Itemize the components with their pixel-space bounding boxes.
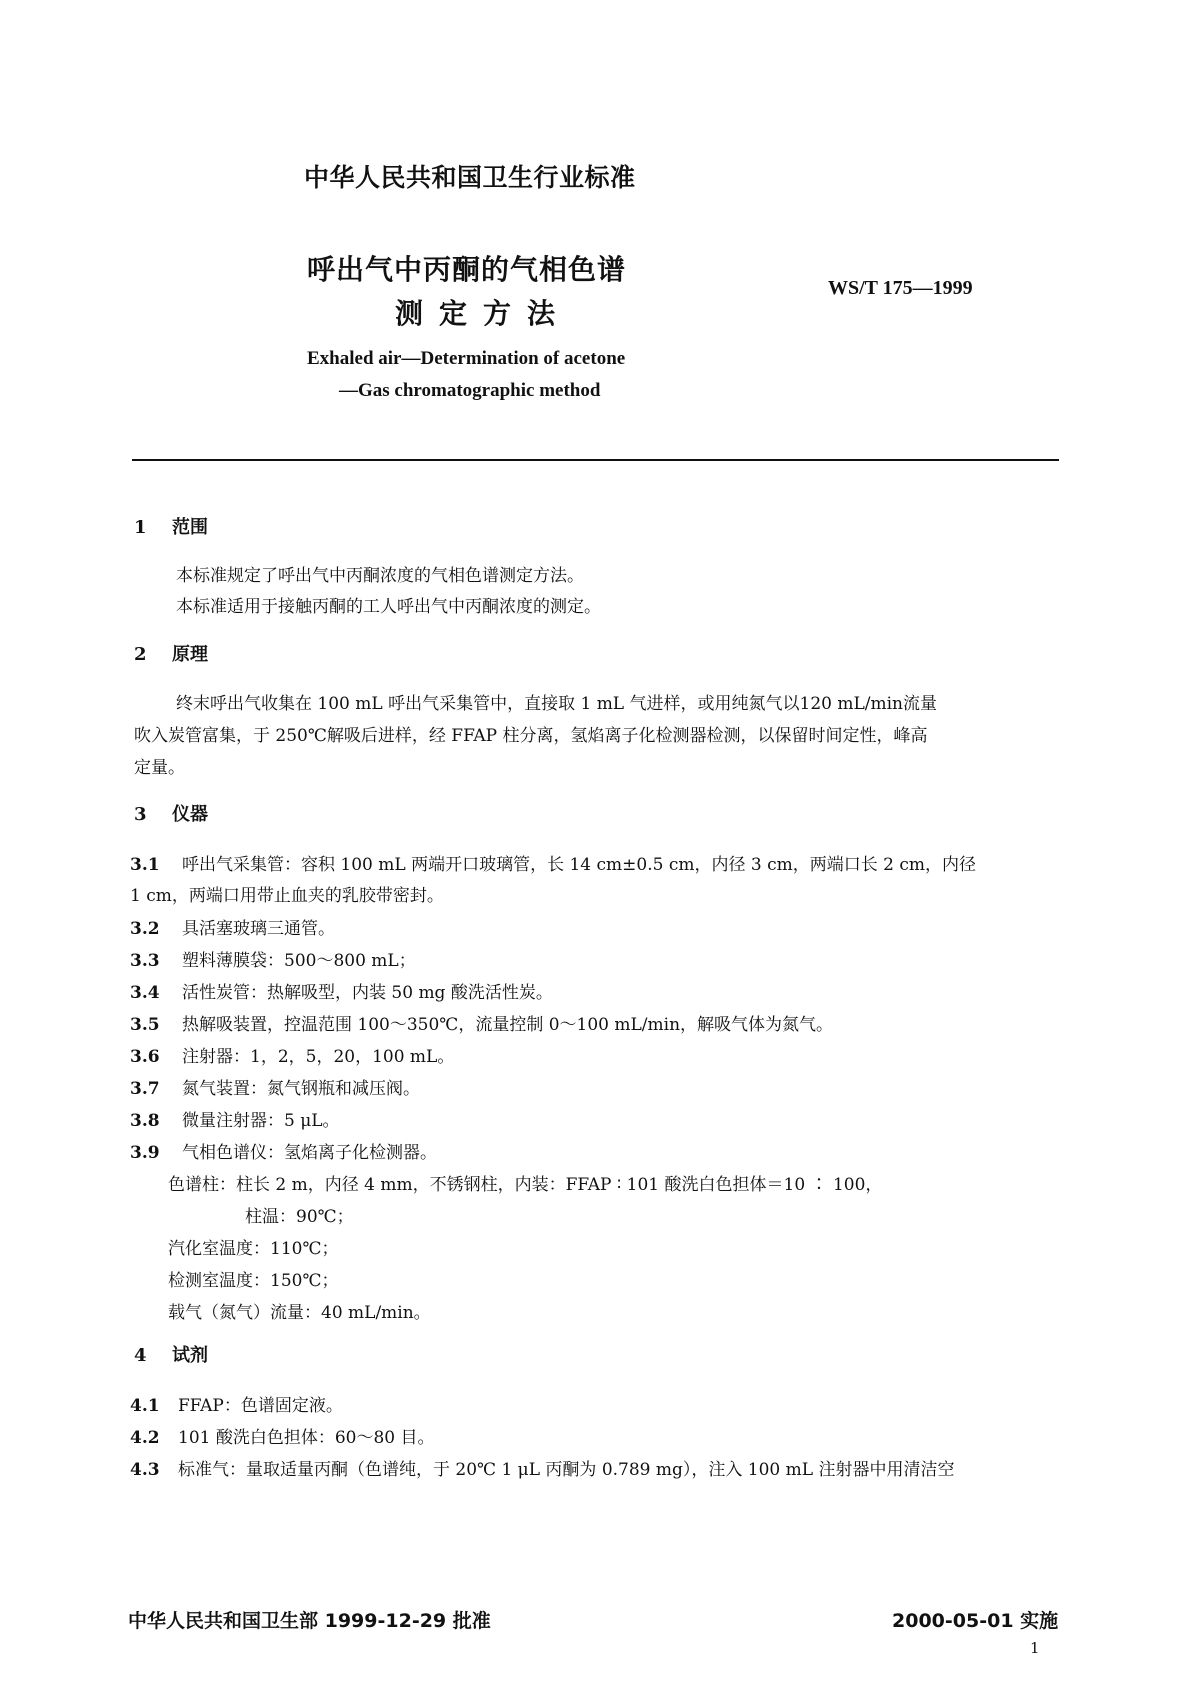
item-number: 3.3 — [130, 951, 160, 971]
gc-condition-column-temp: 柱温：90℃； — [245, 1207, 354, 1227]
item-text: 微量注射器：5 μL。 — [182, 1111, 340, 1131]
standard-category: 中华人民共和国卫生行业标准 — [304, 163, 636, 192]
section-title: 原理 — [172, 644, 208, 665]
page-number: 1 — [1030, 1639, 1040, 1657]
item-number: 3.6 — [130, 1047, 160, 1067]
english-title-line1: Exhaled air—Determination of acetone — [307, 348, 626, 369]
list-item — [130, 850, 976, 875]
item-number: 3.7 — [130, 1079, 160, 1099]
list-item — [130, 1106, 340, 1131]
paragraph: 本标准适用于接触丙酮的工人呼出气中丙酮浓度的测定。 — [176, 597, 601, 617]
document-title-line2: 测定方法 — [395, 297, 572, 330]
gc-condition-vaporizer: 汽化室温度：110℃； — [168, 1239, 339, 1259]
item-text: 氮气装置：氮气钢瓶和减压阀。 — [182, 1079, 420, 1099]
english-title-line2: —Gas chromatographic method — [339, 380, 601, 401]
item-text: 具活塞玻璃三通管。 — [182, 919, 335, 939]
section-number: 4 — [134, 1345, 147, 1366]
list-item-continuation: 1 cm，两端口用带止血夹的乳胶带密封。 — [130, 886, 444, 906]
document-title-line1: 呼出气中丙酮的气相色谱 — [307, 253, 627, 286]
list-item — [130, 1391, 343, 1416]
list-item — [130, 914, 335, 939]
paragraph: 本标准规定了呼出气中丙酮浓度的气相色谱测定方法。 — [176, 566, 584, 586]
section-2-heading — [134, 640, 208, 666]
paragraph-line: 吹入炭管富集，于 250℃解吸后进样，经 FFAP 柱分离，氢焰离子化检测器检测，以保留时间定性，峰高 — [134, 726, 928, 746]
item-text: 热解吸装置，控温范围 100～350℃，流量控制 0～100 mL/min，解吸气体为氮气。 — [182, 1015, 834, 1035]
section-number: 3 — [134, 804, 147, 825]
item-number: 4.1 — [130, 1396, 160, 1416]
list-item — [130, 1010, 833, 1035]
item-text: 101 酸洗白色担体：60～80 目。 — [178, 1428, 435, 1448]
section-number: 1 — [134, 517, 147, 538]
header-divider — [132, 459, 1059, 461]
list-item — [130, 1074, 420, 1099]
standard-number: WS/T 175—1999 — [828, 277, 973, 299]
paragraph-line: 定量。 — [134, 758, 185, 778]
section-3-heading — [134, 800, 208, 826]
list-item — [130, 946, 416, 971]
item-number: 3.2 — [130, 919, 160, 939]
item-text: FFAP：色谱固定液。 — [178, 1396, 343, 1416]
gc-condition-carrier-gas: 载气（氮气）流量：40 mL/min。 — [168, 1303, 431, 1323]
list-item — [130, 978, 553, 1003]
list-item — [130, 1423, 435, 1448]
list-item — [130, 1138, 437, 1163]
section-number: 2 — [134, 644, 147, 665]
gc-condition-detector: 检测室温度：150℃； — [168, 1271, 339, 1291]
item-text: 气相色谱仪：氢焰离子化检测器。 — [182, 1143, 437, 1163]
section-1-heading — [134, 513, 208, 539]
item-text: 活性炭管：热解吸型，内装 50 mg 酸洗活性炭。 — [182, 983, 553, 1003]
list-item — [130, 1042, 454, 1067]
item-number: 3.8 — [130, 1111, 160, 1131]
section-title: 仪器 — [172, 804, 208, 825]
item-text: 呼出气采集管：容积 100 mL 两端开口玻璃管，长 14 cm±0.5 cm，内径 3 cm，两端口长 2 cm，内径 — [182, 855, 977, 875]
section-title: 范围 — [172, 517, 208, 538]
item-number: 3.5 — [130, 1015, 160, 1035]
gc-condition-column: 色谱柱：柱长 2 m，内径 4 mm，不锈钢柱，内装：FFAP ∶ 101 酸洗白色担体＝10 ∶ 100， — [168, 1175, 883, 1195]
section-4-heading — [134, 1341, 208, 1367]
paragraph-line: 终末呼出气收集在 100 mL 呼出气采集管中，直接取 1 mL 气进样，或用纯氮气以120 mL/min流量 — [176, 694, 937, 714]
approval-line: 中华人民共和国卫生部 1999-12-29 批准 — [128, 1610, 491, 1632]
list-item — [130, 1455, 954, 1480]
item-number: 3.4 — [130, 983, 160, 1003]
item-text: 标准气：量取适量丙酮（色谱纯，于 20℃ 1 μL 丙酮为 0.789 mg），注入 100 mL 注射器中用清洁空 — [178, 1460, 955, 1480]
item-number: 4.2 — [130, 1428, 160, 1448]
item-number: 3.1 — [130, 855, 160, 875]
item-text: 注射器：1，2，5，20，100 mL。 — [182, 1047, 455, 1067]
item-number: 3.9 — [130, 1143, 160, 1163]
item-number: 4.3 — [130, 1460, 160, 1480]
implementation-date: 2000-05-01 实施 — [892, 1610, 1059, 1632]
item-text: 塑料薄膜袋：500～800 mL； — [182, 951, 416, 971]
section-title: 试剂 — [172, 1345, 208, 1366]
